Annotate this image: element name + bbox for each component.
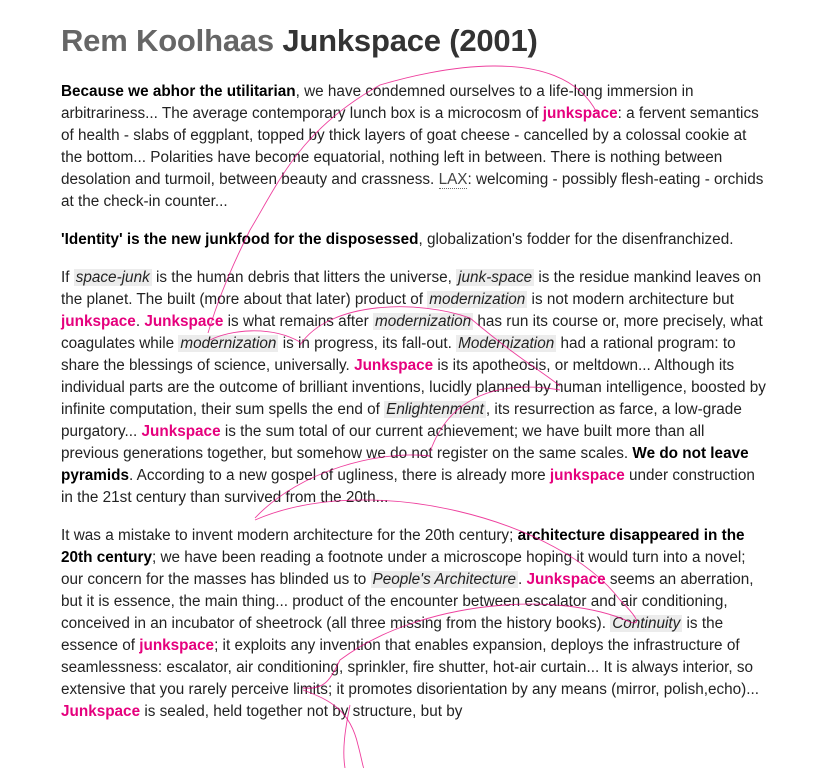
junkspace-link[interactable]: Junkspace <box>354 357 434 374</box>
text-run: is what remains after <box>223 313 374 330</box>
page-title <box>61 22 766 60</box>
paragraph-1 <box>61 81 766 213</box>
text-run: It was a mistake to invent modern architecture for the 20th century; <box>61 527 518 544</box>
term-highlight: junk-space <box>458 269 533 286</box>
paragraph-3 <box>61 267 766 509</box>
bold-phrase: Because we abhor the utilitarian <box>61 83 296 100</box>
term-highlight: People's Architecture <box>372 571 517 588</box>
term-highlight: Modernization <box>458 335 555 352</box>
text-run: ; we have been reading a footnote under a microscope hoping it would turn into a novel; our concern for the masses has blinded us to <box>61 549 746 588</box>
term-highlight: space-junk <box>75 269 150 286</box>
junkspace-link[interactable]: junkspace <box>139 637 215 654</box>
text-run: , globalization's fodder for the disenfranchized. <box>418 231 734 248</box>
term-highlight: Enlightenment <box>386 401 484 418</box>
junkspace-link[interactable]: Junkspace <box>526 571 606 588</box>
text-run: . <box>135 313 145 330</box>
text-run: is the essence of <box>61 615 724 654</box>
text-run: has run its course or, more precisely, what coagulates while <box>61 313 763 352</box>
term-highlight: modernization <box>375 313 472 330</box>
text-run: , we have condemned ourselves to a life-long immersion in arbitrariness... The average contemporary lunch box is a microcosm of <box>61 83 694 122</box>
work-title: Junkspace (2001) <box>282 23 538 58</box>
junkspace-link[interactable]: Junkspace <box>61 703 141 720</box>
text-run: is the human debris that litters the universe, <box>151 269 457 286</box>
article <box>61 0 766 723</box>
text-run: : a fervent semantics of health - slabs of eggplant, topped by thick layers of goat cheese - cancelled by a colossal cookie at the bottom... Polarities have become equatorial, nothing left in between. There is nothing between desolation and turmoil, between beauty and crassness. <box>61 105 759 188</box>
text-run: is not modern architecture but <box>527 291 734 308</box>
text-run: : welcoming - possibly flesh-eating - orchids at the check-in counter... <box>61 171 764 210</box>
paragraph-2 <box>61 229 766 251</box>
text-run: under construction in the 21st century than survived from the 20th... <box>61 467 755 506</box>
text-run: ; it exploits any invention that enables expansion, deploys the infrastructure of seamlessness: escalator, air conditioning, sprinkler, fire shutter, hot-air curtain... It is always interior, so extensive that you rarely perceive limits; it promotes disorientation by any means (mirror, polish,echo)... <box>61 637 760 698</box>
text-run: If <box>61 269 74 286</box>
text-run: is in progress, its fall-out. <box>278 335 457 352</box>
lax-abbreviation: LAX <box>438 171 468 188</box>
text-run: is its apotheosis, or meltdown... Although its individual parts are the outcome of brilliant inventions, lucidly planned by human intelligence, boosted by infinite computation, their sum spells the end of <box>61 357 766 418</box>
term-highlight: modernization <box>180 335 277 352</box>
text-run: , its resurrection as farce, a low-grade purgatory... <box>61 401 742 440</box>
text-run: seems an aberration, but it is essence, the main thing... product of the encounter between escalator and air conditioning, conceived in an incubator of sheetrock (all three missing from the history books). <box>61 571 754 632</box>
text-run: . <box>518 571 527 588</box>
text-run: . According to a new gospel of ugliness, there is already more <box>129 467 550 484</box>
bold-phrase: architecture disappeared in the 20th century <box>61 527 745 566</box>
text-run: is the residue mankind leaves on the planet. The built (more about that later) product of <box>61 269 762 308</box>
term-highlight: Continuity <box>612 615 681 632</box>
junkspace-link[interactable]: junkspace <box>549 467 625 484</box>
junkspace-link[interactable]: junkspace <box>542 105 618 122</box>
paragraph-4 <box>61 525 766 723</box>
junkspace-link[interactable]: Junkspace <box>144 313 224 330</box>
bold-phrase: 'Identity' is the new junkfood for the disposessed <box>61 231 419 248</box>
term-highlight: modernization <box>429 291 526 308</box>
junkspace-link[interactable]: Junkspace <box>141 423 221 440</box>
junkspace-link[interactable]: junkspace <box>61 313 136 330</box>
bold-phrase: We do not leave pyramids <box>61 445 749 484</box>
text-run: had a rational program: to share the blessings of science, universally. <box>61 335 736 374</box>
text-run: is the sum total of our current achievement; we have built more than all previous generations together, but somehow we do not register on the same scales. <box>61 423 705 462</box>
author-name: Rem Koolhaas <box>61 23 274 58</box>
text-run: is sealed, held together not by structure, but by <box>140 703 463 720</box>
